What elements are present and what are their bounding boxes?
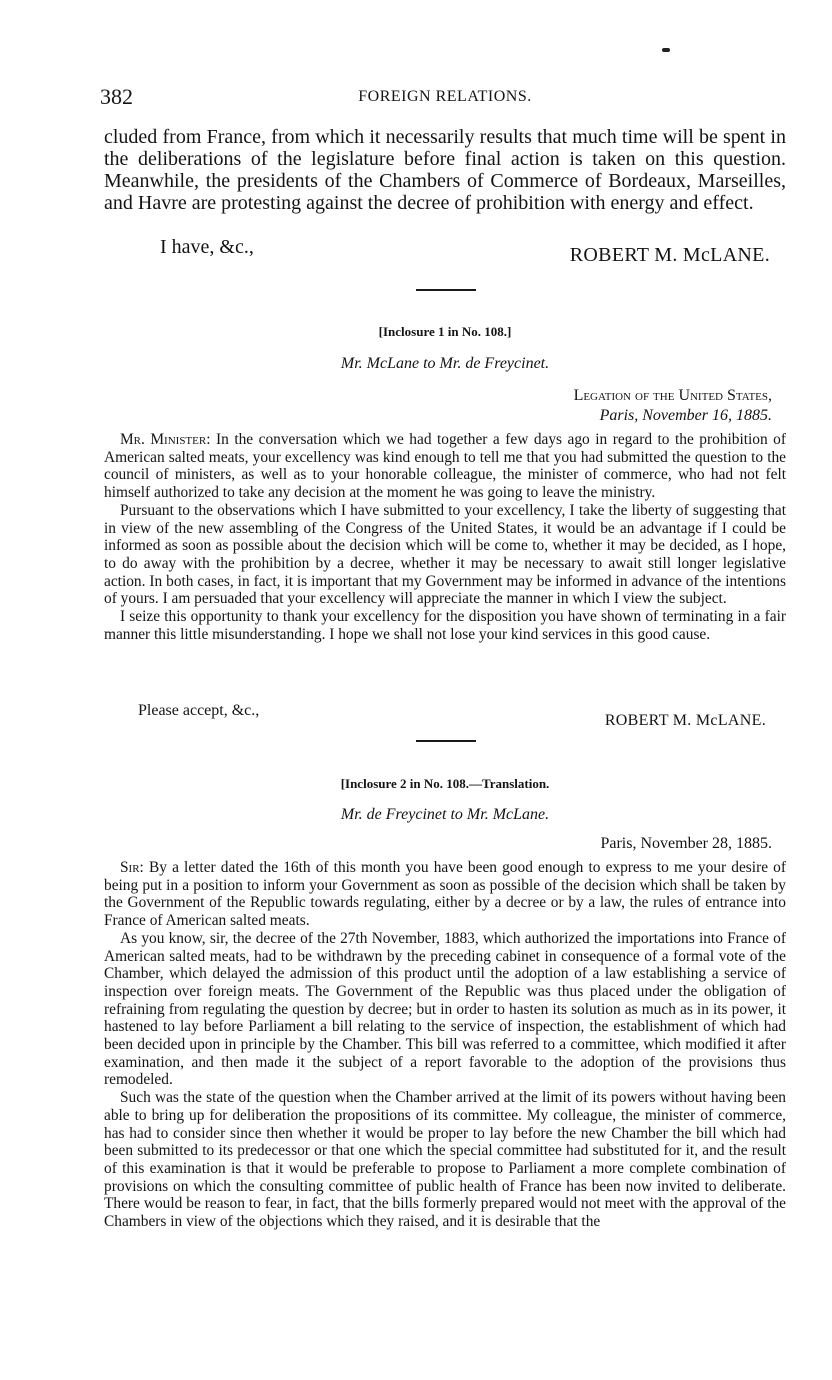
inclosure2-title: [Inclosure 2 in No. 108.—Translation. xyxy=(340,776,550,791)
page-header xyxy=(100,84,790,112)
section-divider xyxy=(416,740,476,742)
running-head: FOREIGN RELATIONS. xyxy=(358,88,532,105)
inclosure1-closing: Please accept, &c., xyxy=(138,702,260,719)
inclosure1-paragraph: Pursuant to the observations which I have submitted to your excellency, I take the liberty of suggesting that in view of the new assembling of the Congress of the United States, it would be an advantage if I could be informed as soon as possible about the decision which will be come to, whether it may be decided, as I hope, to do away with the prohibition by a decree, whether it may be necessary to await still longer legislative action. In both cases, in fact, it is important that my Government may be informed in advance of the intentions of yours. I am persuaded that your excellency will appreciate the manner in which I view the subject. xyxy=(104,501,786,608)
inclosure1-date: Paris, November 16, 1885. xyxy=(599,407,772,424)
inclosure1-paragraph: Mr. Minister: In the conversation which we had together a few days ago in regard to the prohibition of American salted meats, your excellency was kind enough to tell me that you had submitted the question to the council of ministers, as well as to your honorable colleague, the minister of commerce, who had not felt himself authorized to take any decision at the moment he was going to leave the ministry. xyxy=(104,431,786,502)
inclosure2-paragraph: Sir: By a letter dated the 16th of this month you have been good enough to express to me your desire of being put in a position to inform your Government as soon as possible of the decision which shall be taken by the Government of the Republic towards regulating, either by a decree or by a law, the rules of entrance into France of American salted meats. xyxy=(104,859,786,930)
inclosure2-paragraph: Such was the state of the question when the Chamber arrived at the limit of its powers without having been able to bring up for deliberation the propositions of its committee. My colleague, the minister of commerce, has had to consider since then whether it would be proper to lay before the new Chamber the bill which had been submitted to its predecessor or that one which the special committee had substituted for it, and the result of this examination is that it would be preferable to propose to Parliament a more complete combination of provisions on which the consulting committee of public health of France has been now invited to deliberate. There would be reason to fear, in fact, that the bills formerly prepared would not meet with the approval of the Chambers in view of the objections which they raised, and it is desirable that the xyxy=(104,1089,786,1231)
page-number: 382 xyxy=(100,84,133,109)
opening-closing: I have, &c., xyxy=(160,236,254,258)
inclosure1-body xyxy=(104,431,786,643)
salutation: Sir: xyxy=(120,859,144,876)
inclosure1-title: [Inclosure 1 in No. 108.] xyxy=(378,324,512,339)
inclosure1-heading: Mr. McLane to Mr. de Freycinet. xyxy=(340,355,550,372)
inclosure2-heading: Mr. de Freycinet to Mr. McLane. xyxy=(340,806,550,823)
inclosure2-body xyxy=(104,859,786,1231)
inclosure2-date: Paris, November 28, 1885. xyxy=(600,835,772,852)
inclosure2-paragraph: As you know, sir, the decree of the 27th November, 1883, which authorized the importations into France of American salted meats, had to be withdrawn by the preceding cabinet in consequence of a formal vote of the Chamber, which delayed the admission of this product until the adoption of a law establishing a service of inspection over foreign meats. The Government of the Republic was thus placed under the obligation of refraining from regulating the question by decree; but in order to hasten its solution as much as in its power, it hastened to lay before Parliament a bill relating to the service of inspection, the establishment of which had been decided upon in principle by the Chamber. This bill was referred to a committee, which modified it after examination, and then made it the subject of a report favorable to the adoption of the provisions thus remodeled. xyxy=(104,929,786,1089)
inclosure1-signature: ROBERT M. McLANE. xyxy=(604,712,766,729)
opening-paragraph: cluded from France, from which it necessarily results that much time will be spent in the deliberations of the legislature before final action is taken on this question. Meanwhile, the presidents of the Chambers of Commerce of Bordeaux, Marseilles, and Havre are protesting against the decree of prohibition with energy and effect. xyxy=(104,126,786,214)
section-divider xyxy=(416,289,476,291)
inclosure1-closing-row xyxy=(104,702,786,729)
opening-closing-row xyxy=(104,236,786,276)
opening-section xyxy=(104,126,786,214)
opening-signature: ROBERT M. McLANE. xyxy=(569,244,770,266)
inclosure1-paragraph: I seize this opportunity to thank your excellency for the disposition you have shown of terminating in a fair manner this little misunderstanding. I hope we shall not lose your kind services in this good cause. xyxy=(104,608,786,643)
ink-mark xyxy=(662,48,670,52)
inclosure1-place: Legation of the United States, xyxy=(573,387,772,404)
salutation: Mr. Minister: xyxy=(120,431,211,448)
